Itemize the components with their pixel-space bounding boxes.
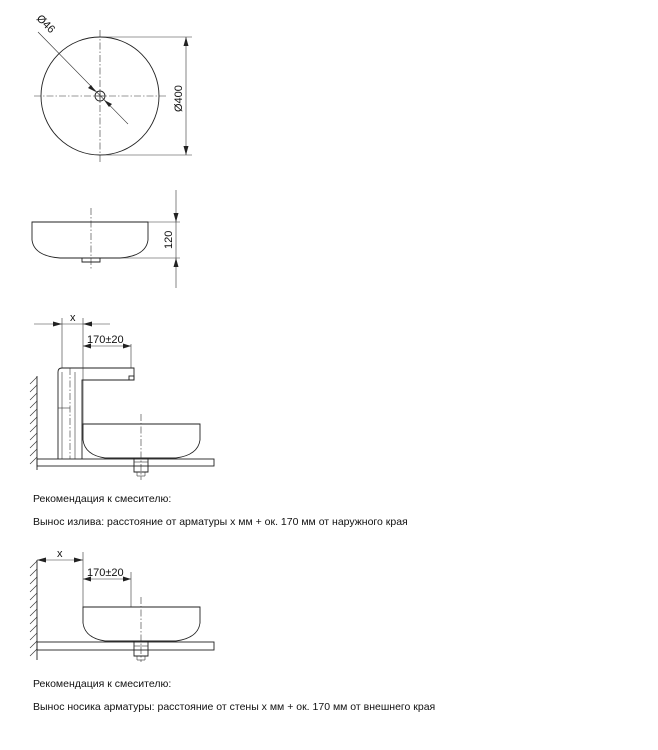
- x-dimension-label-2: x: [57, 548, 63, 560]
- outer-diameter-label: Ø400: [173, 85, 185, 112]
- side-view: [32, 190, 180, 288]
- tap-aerator: [129, 376, 134, 380]
- hole-leader-line: [38, 32, 128, 124]
- tap-body: [58, 368, 134, 459]
- hole-diameter-label: Ø46: [33, 12, 58, 36]
- caption-2-text: Вынос носика арматуры: расстояние от стены x мм + ок. 170 мм от внешнего края: [33, 701, 436, 713]
- caption-2-title: Рекомендация к смесителю:: [33, 678, 172, 690]
- countertop-2: [37, 642, 214, 650]
- basin-profile: [83, 424, 200, 458]
- mounting-view-1: [30, 312, 214, 480]
- caption-1-title: Рекомендация к смесителю:: [33, 493, 172, 505]
- mounting-view-2: [30, 548, 214, 662]
- basin-side-profile: [32, 222, 148, 258]
- offset-dimension-label: 170±20: [87, 334, 124, 346]
- top-view: [34, 13, 192, 162]
- x-dimension-label: x: [70, 312, 76, 324]
- caption-1-text: Вынос излива: расстояние от арматуры x мм + ок. 170 мм от наружного края: [33, 516, 408, 528]
- height-label: 120: [163, 230, 175, 249]
- countertop: [37, 459, 214, 466]
- wall-hatching: [30, 377, 37, 464]
- basin-profile-2: [83, 607, 200, 641]
- wall-hatching-2: [30, 561, 37, 656]
- offset-dimension-label-2: 170±20: [87, 567, 124, 579]
